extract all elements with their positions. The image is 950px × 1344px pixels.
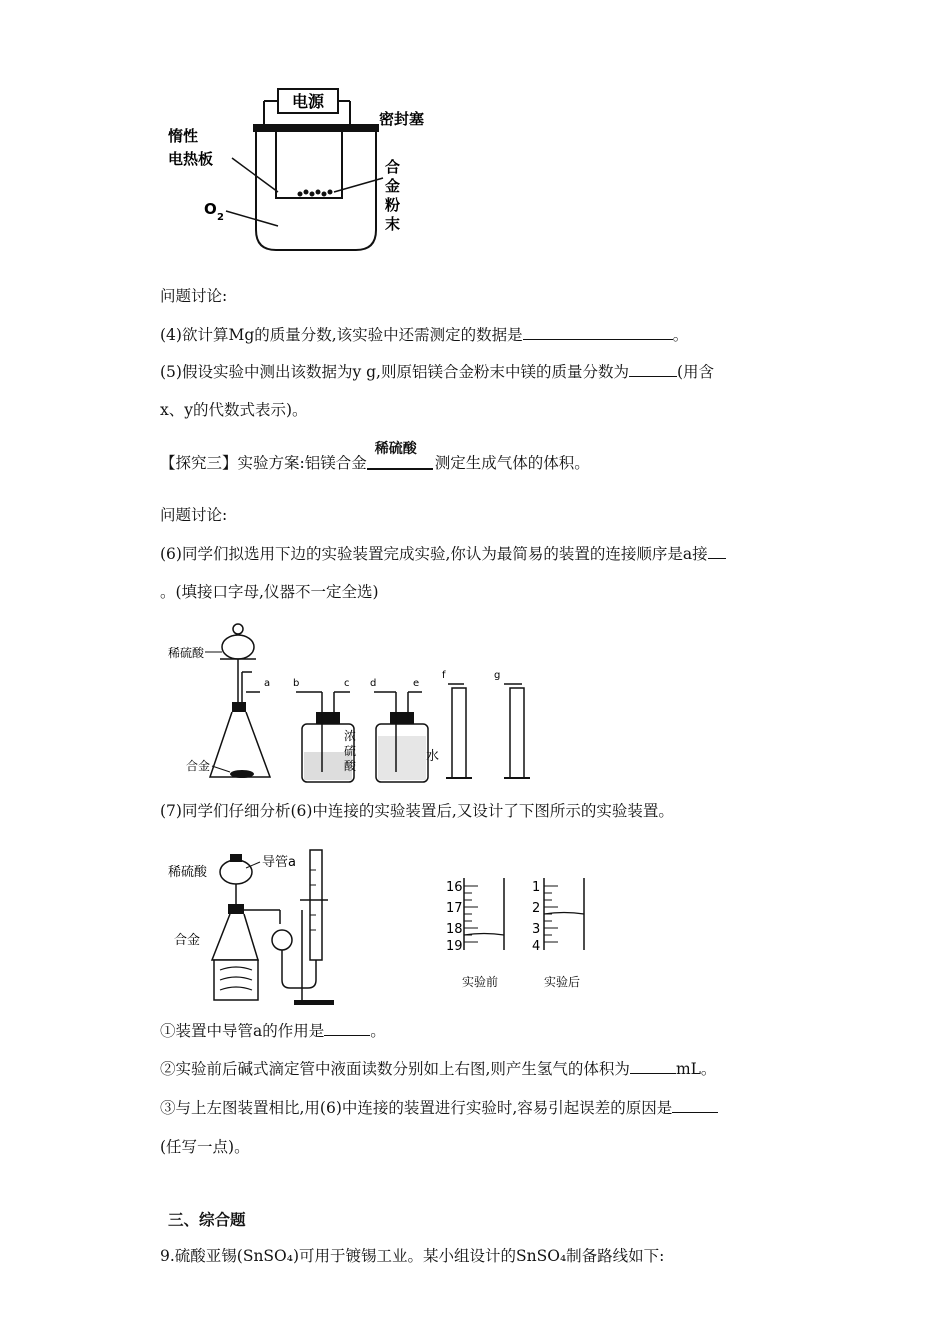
probe-3-prefix: 【探究三】实验方案:铝镁合金 (160, 454, 367, 472)
after-label: 实验后 (544, 975, 581, 989)
burette (310, 850, 322, 960)
before-label: 实验前 (462, 975, 499, 989)
reaction-arrow (367, 441, 435, 473)
acid-label: 稀硫酸 (168, 646, 205, 660)
port-d: d (370, 678, 377, 689)
after-tick-4: 4 (532, 939, 541, 954)
question-7-2-end: mL。 (675, 1060, 717, 1078)
after-tick-1: 1 (532, 880, 541, 895)
measuring-cylinder-g (510, 688, 524, 778)
power-label: 电源 (291, 92, 325, 111)
port-e: e (413, 678, 420, 689)
powder-label-1: 合 (385, 158, 401, 176)
seal-label: 密封塞 (379, 110, 425, 128)
question-7-2-text: ②实验前后碱式滴定管中液面读数分别如上右图,则产生氢气的体积为 (160, 1060, 630, 1078)
question-7-3-text: ③与上左图装置相比,用(6)中连接的装置进行实验时,容易引起误差的原因是 (160, 1099, 673, 1117)
before-tick-19: 19 (446, 939, 463, 954)
question-7-3 (160, 1098, 718, 1118)
conc-label-1: 浓 (344, 729, 357, 743)
question-4 (160, 325, 688, 345)
gas-subscript: 2 (217, 212, 224, 223)
question-7-3-line-2: (任写一点)。 (160, 1138, 250, 1156)
alloy-label-2: 合金 (174, 933, 201, 948)
question-7-1 (160, 1021, 386, 1041)
question-4-blank[interactable] (523, 325, 673, 340)
powder-label-2: 金 (385, 177, 401, 195)
after-tick-3: 3 (532, 922, 541, 937)
gas-label: O (204, 200, 217, 218)
discussion-heading-2: 问题讨论: (160, 506, 228, 524)
before-tick-17: 17 (446, 901, 463, 916)
burette-before (446, 878, 504, 989)
separatory-funnel (222, 635, 254, 659)
water-label: 水 (426, 749, 440, 764)
question-7: (7)同学们仔细分析(6)中连接的实验装置后,又设计了下图所示的实验装置。 (160, 802, 674, 820)
port-f: f (442, 670, 446, 681)
before-tick-16: 16 (446, 880, 463, 895)
question-6-text: (6)同学们拟选用下边的实验装置完成实验,你认为最简易的装置的连接顺序是a接 (160, 545, 708, 563)
burette-after (532, 878, 584, 989)
after-tick-2: 2 (532, 901, 541, 916)
question-7-2-blank[interactable] (630, 1059, 676, 1074)
question-6-blank[interactable] (708, 544, 726, 559)
plate-label-2: 电热板 (168, 150, 214, 168)
reaction-arrow-label: 稀硫酸 (374, 441, 417, 457)
question-7-1-blank[interactable] (324, 1021, 370, 1036)
question-7-3-blank[interactable] (672, 1098, 718, 1113)
question-7-1-end: 。 (370, 1022, 386, 1040)
probe-3-suffix: 测定生成气体的体积。 (434, 454, 590, 472)
powder-label-3: 粉 (385, 196, 401, 214)
conical-flask (210, 712, 270, 777)
seal-stopper (253, 124, 379, 132)
question-6-line-2: 。(填接口字母,仪器不一定全选) (160, 583, 379, 601)
alloy-lump (230, 770, 254, 778)
tube-a-label: 导管a (262, 855, 296, 870)
conc-label-2: 硫 (344, 744, 357, 758)
question-5-line-2: x、y的代数式表示)。 (160, 401, 308, 419)
port-g: g (494, 670, 501, 681)
question-9: 9.硫酸亚锡(SnSO₄)可用于镀锡工业。某小组设计的SnSO₄制备路线如下: (160, 1247, 665, 1265)
question-5-blank[interactable] (629, 362, 677, 377)
question-4-end: 。 (672, 326, 689, 344)
question-4-text: (4)欲计算Mg的质量分数,该实验中还需测定的数据是 (160, 326, 523, 344)
alloy-label: 合金 (186, 759, 211, 773)
conc-label-3: 酸 (344, 759, 357, 773)
before-tick-18: 18 (446, 922, 463, 937)
port-b: b (293, 678, 300, 689)
measuring-cylinder-f (452, 688, 466, 778)
port-a: a (264, 678, 271, 689)
figure-apparatus-set (160, 612, 550, 787)
acid-label-2: 稀硫酸 (168, 865, 208, 880)
flask-2 (212, 914, 258, 960)
plate-label-1: 惰性 (168, 127, 199, 145)
figure-burette-apparatus (160, 840, 600, 1015)
question-7-2 (160, 1059, 716, 1079)
stand-base (294, 1000, 334, 1005)
figure-heating-apparatus (160, 80, 430, 255)
port-c: c (344, 678, 350, 689)
question-5 (160, 362, 714, 382)
question-6 (160, 544, 726, 564)
heating-plate (276, 132, 342, 198)
discussion-heading-1: 问题讨论: (160, 287, 228, 305)
alloy-powder (298, 190, 333, 197)
powder-label-4: 末 (385, 215, 401, 233)
question-5-end: (用含 (677, 363, 715, 381)
section-3-heading: 三、综合题 (168, 1211, 246, 1229)
probe-3 (160, 441, 590, 473)
question-5-text: (5)假设实验中测出该数据为y g,则原铝镁合金粉末中镁的质量分数为 (160, 363, 629, 381)
question-7-1-text: ①装置中导管a的作用是 (160, 1022, 325, 1040)
